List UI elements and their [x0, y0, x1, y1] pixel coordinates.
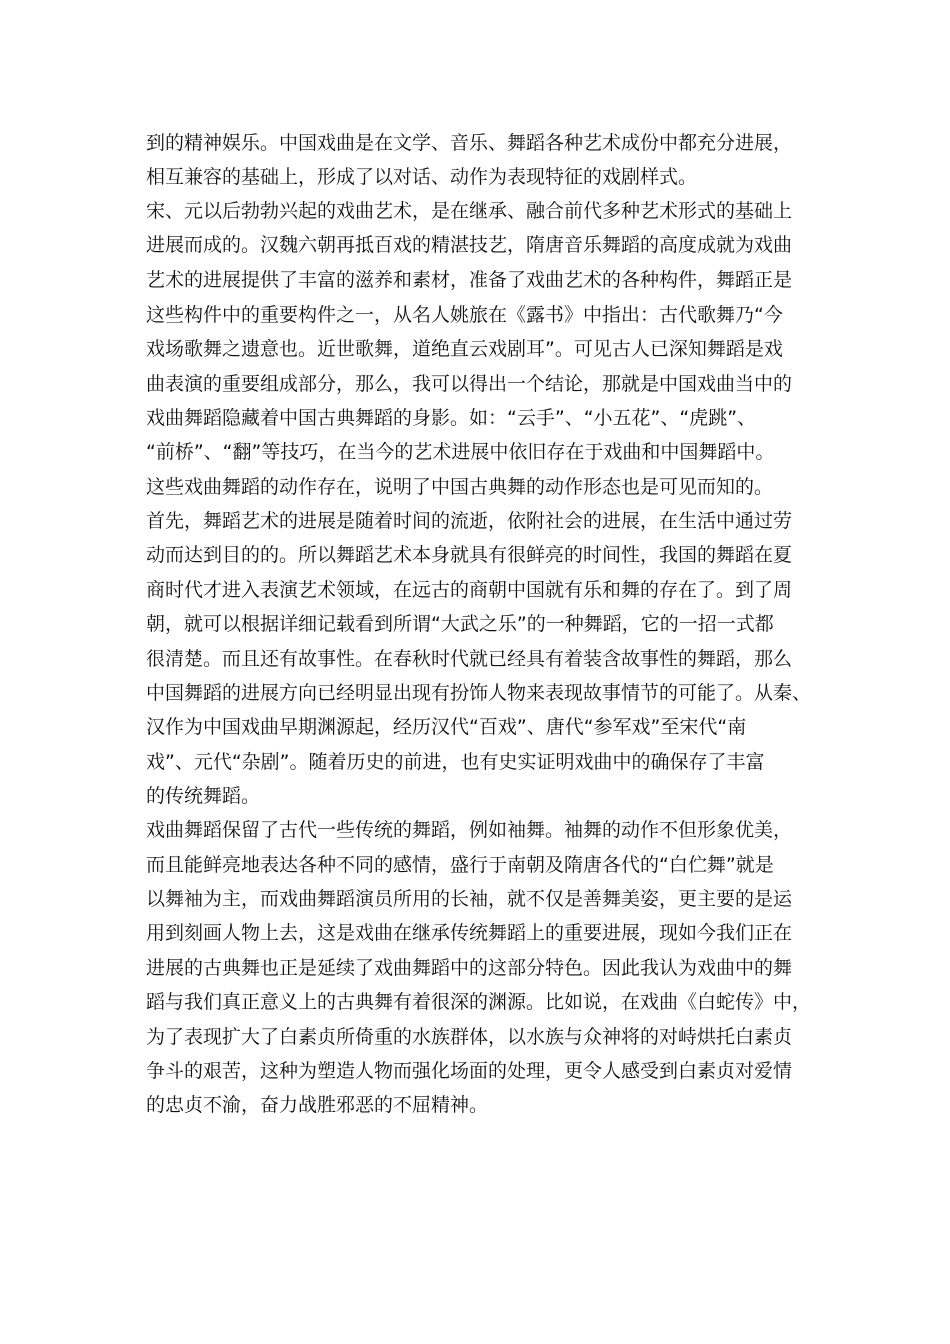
text-line: 戏场歌舞之遗意也。近世歌舞，道绝直云戏剧耳”。可见古人已深知舞蹈是戏 [146, 338, 783, 360]
text-line: 的传统舞蹈。 [146, 785, 261, 807]
text-line: 汉作为中国戏曲早期渊源起，经历汉代“百戏”、唐代“参军戏”至宋代“南 [146, 716, 747, 738]
text-line: “前桥”、“翻”等技巧，在当今的艺术进展中依旧存在于戏曲和中国舞蹈中。 [146, 441, 775, 463]
text-line: 蹈与我们真正意义上的古典舞有着很深的渊源。比如说，在戏曲《白蛇传》中， [146, 991, 812, 1013]
text-line: 艺术的进展提供了丰富的滋养和素材，准备了戏曲艺术的各种构件，舞蹈正是 [146, 269, 793, 291]
text-line: 用到刻画人物上去，这是戏曲在继承传统舞蹈上的重要进展，现如今我们正在 [146, 922, 793, 944]
text-line: 到的精神娱乐。中国戏曲是在文学、音乐、舞蹈各种艺术成份中都充分进展， [146, 132, 793, 154]
text-line: 曲表演的重要组成部分，那么，我可以得出一个结论，那就是中国戏曲当中的 [146, 373, 793, 395]
text-line: 为了表现扩大了白素贞所倚重的水族群体，以水族与众神将的对峙烘托白素贞 [146, 1026, 793, 1048]
text-line: 戏”、元代“杂剧”。随着历史的前进，也有史实证明戏曲中的确保存了丰富 [146, 751, 765, 773]
text-line: 的忠贞不渝，奋力战胜邪恶的不屈精神。 [146, 1094, 489, 1116]
text-line: 很清楚。而且还有故事性。在春秋时代就已经具有着装含故事性的舞蹈，那么 [146, 648, 793, 670]
text-line: 戏曲舞蹈保留了古代一些传统的舞蹈，例如袖舞。袖舞的动作不但形象优美， [146, 819, 793, 841]
text-line: 这些戏曲舞蹈的动作存在，说明了中国古典舞的动作形态也是可见而知的。 [146, 476, 774, 498]
text-line: 进展而成的。汉魏六朝再抵百戏的精湛技艺，隋唐音乐舞蹈的高度成就为戏曲 [146, 234, 793, 256]
text-line: 中国舞蹈的进展方向已经明显出现有扮饰人物来表现故事情节的可能了。从秦、 [146, 682, 812, 704]
text-line: 首先，舞蹈艺术的进展是随着时间的流逝，依附社会的进展，在生活中通过劳 [146, 510, 793, 532]
text-line: 宋、元以后勃勃兴起的戏曲艺术，是在继承、融合前代多种艺术形式的基础上 [146, 200, 793, 222]
text-line: 商时代才进入表演艺术领域，在远古的商朝中国就有乐和舞的存在了。到了周 [146, 579, 793, 601]
text-line: 以舞袖为主，而戏曲舞蹈演员所用的长袖，就不仅是善舞美姿，更主要的是运 [146, 888, 793, 910]
text-line: 争斗的艰苦，这种为塑造人物而强化场面的处理，更令人感受到白素贞对爱情 [146, 1060, 793, 1082]
text-line: 进展的古典舞也正是延续了戏曲舞蹈中的这部分特色。因此我认为戏曲中的舞 [146, 957, 793, 979]
text-line: 这些构件中的重要构件之一，从名人姚旅在《露书》中指出：古代歌舞乃“今 [146, 304, 783, 326]
text-line: 戏曲舞蹈隐藏着中国古典舞蹈的身影。如：“云手”、“小五花”、“虎跳”、 [146, 407, 757, 429]
text-line: 朝，就可以根据详细记载看到所谓“大武之乐”的一种舞蹈，它的一招一式都 [146, 613, 774, 635]
text-line: 动而达到目的的。所以舞蹈艺术本身就具有很鲜亮的时间性，我国的舞蹈在夏 [146, 544, 793, 566]
text-line: 相互兼容的基础上，形成了以对话、动作为表现特征的戏剧样式。 [146, 166, 698, 188]
text-line: 而且能鲜亮地表达各种不同的感情，盛行于南朝及隋唐各代的“白伫舞”就是 [146, 854, 774, 876]
